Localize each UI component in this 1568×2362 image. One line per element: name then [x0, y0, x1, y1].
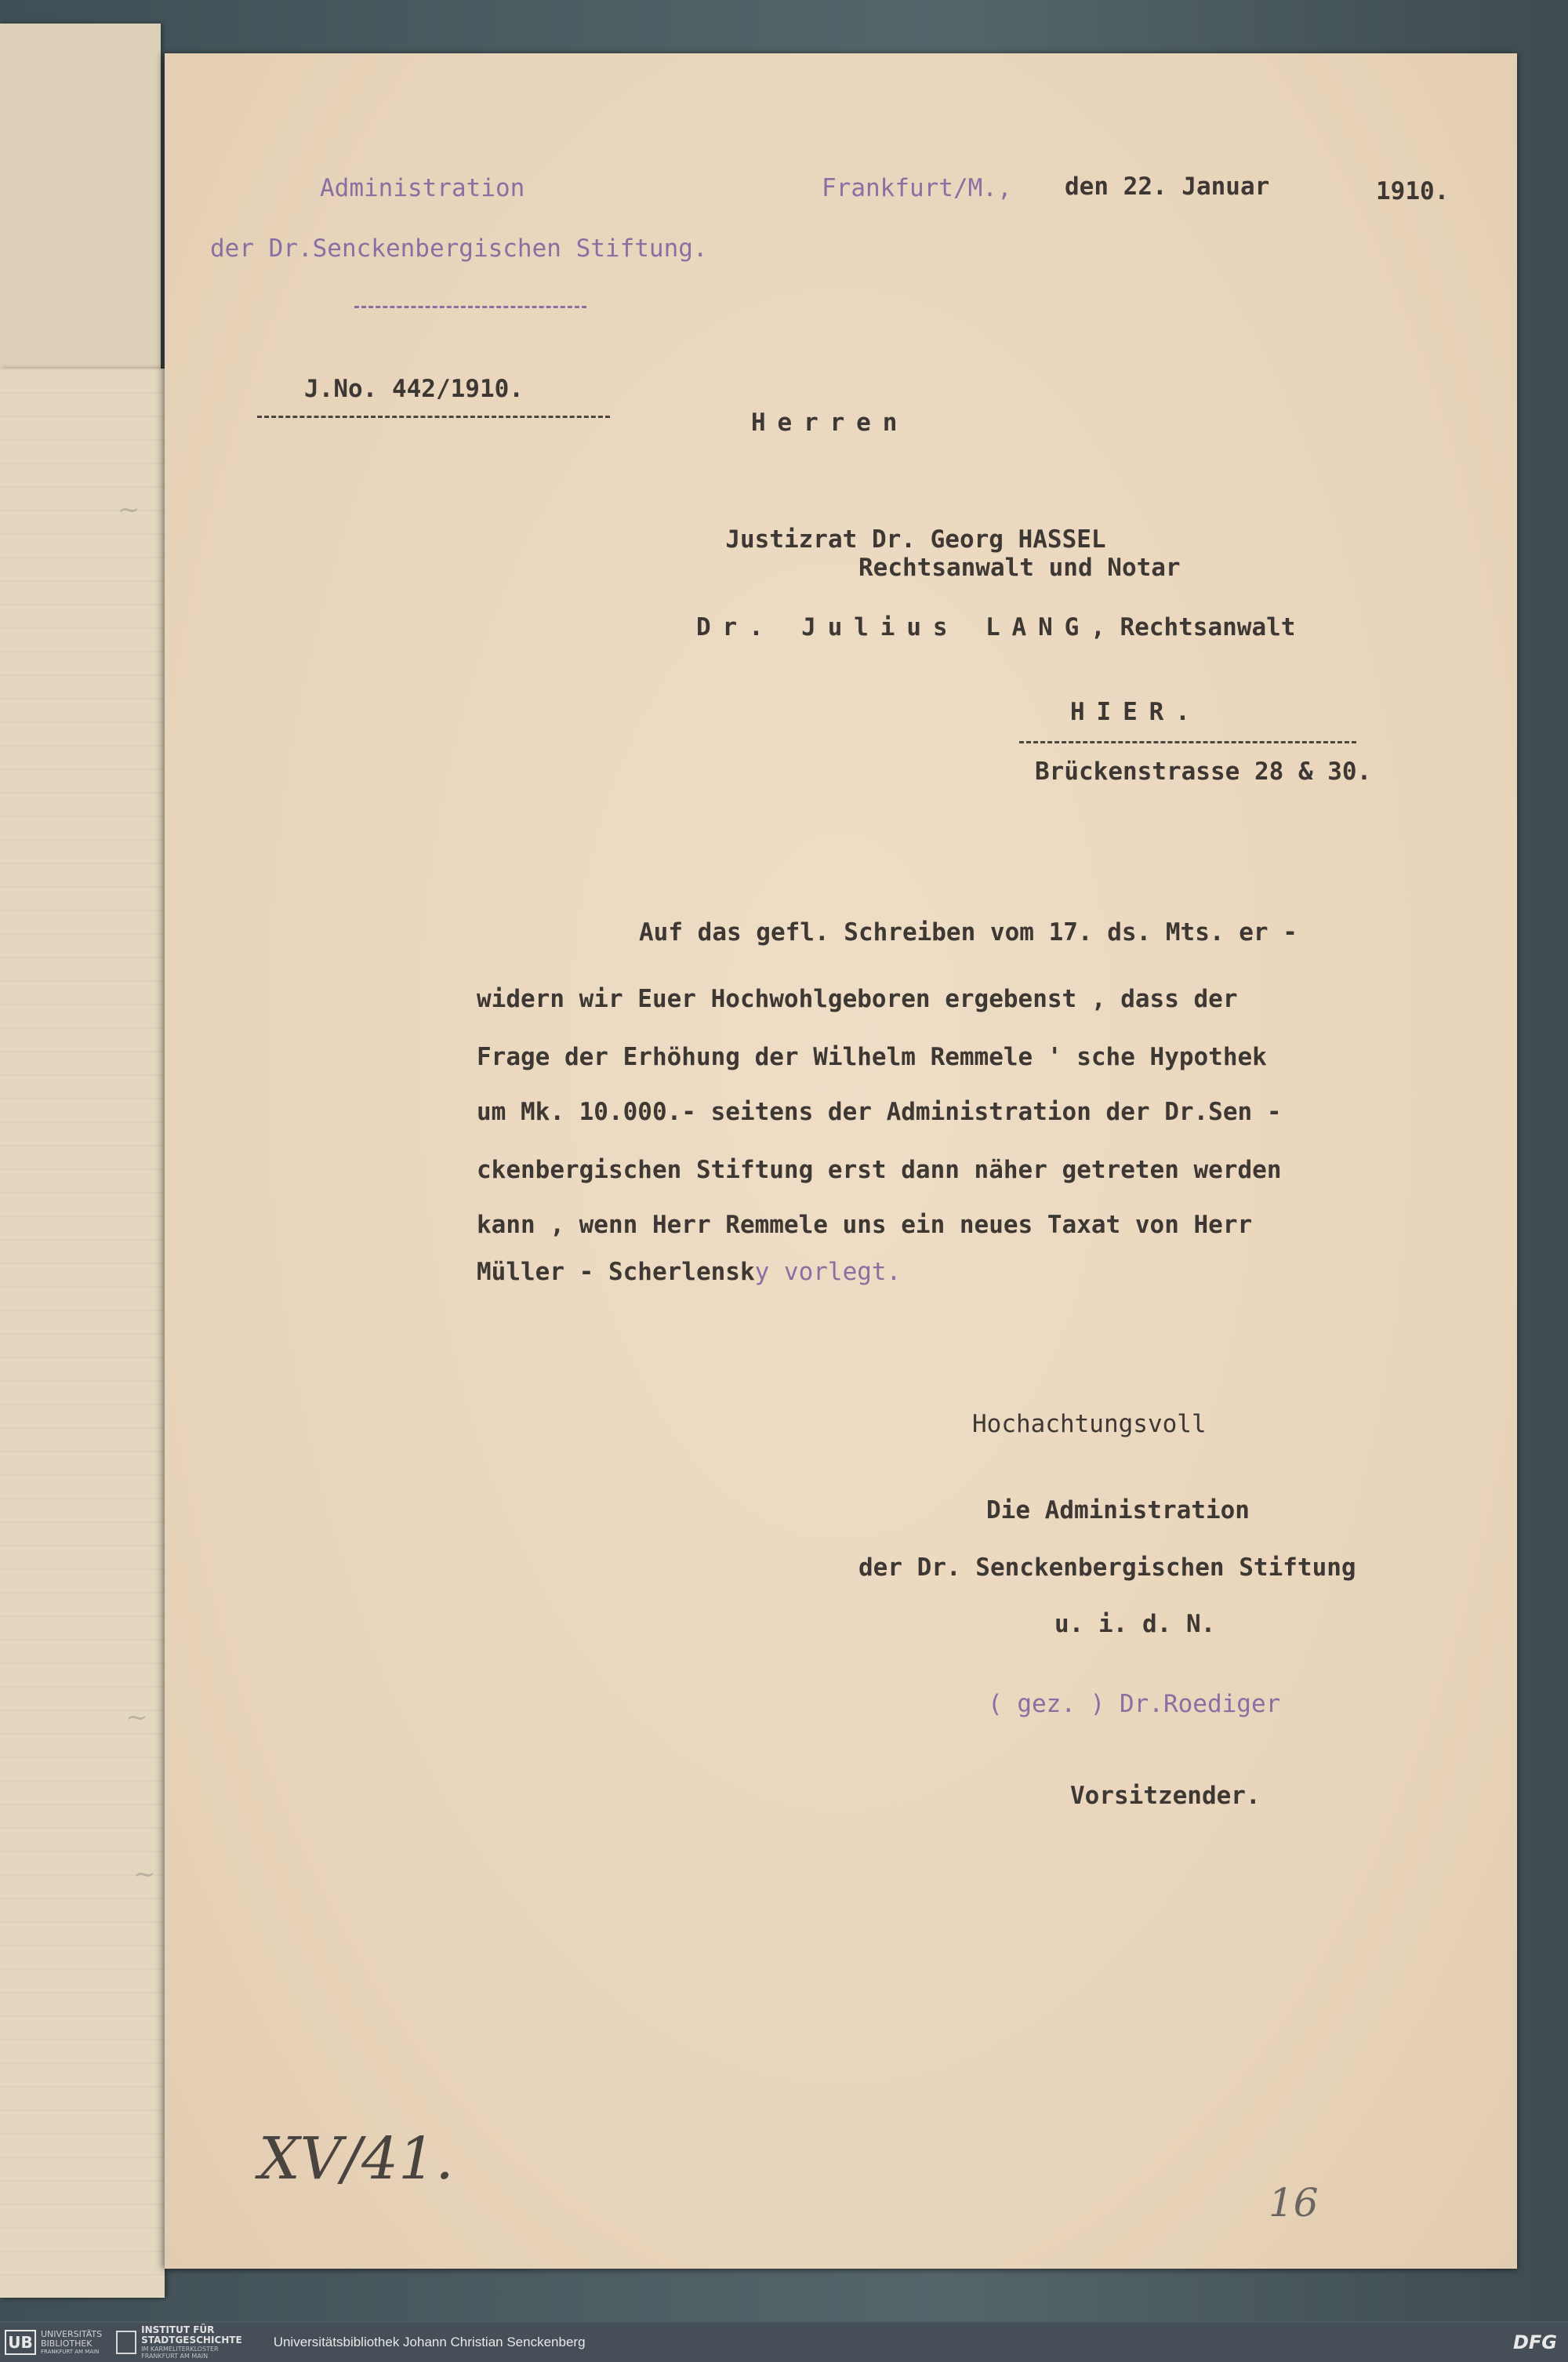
recipient-line-1: [696, 497, 1106, 554]
recipient-address: Brückenstrasse 28 & 30.: [1035, 758, 1372, 786]
letter-year: 1910.: [1376, 177, 1450, 205]
ghost-handwriting: ~: [118, 494, 140, 525]
institute-logo-group: [116, 2325, 242, 2360]
ghost-handwriting: ~: [125, 1702, 148, 1733]
letterhead-line-1: Administration: [320, 174, 525, 202]
ub-logo: UB: [5, 2330, 36, 2355]
closing-greeting: Hochachtungsvoll: [972, 1410, 1207, 1438]
recipient-line-2: Rechtsanwalt und Notar: [858, 554, 1181, 582]
closing-line-3: u. i. d. N.: [1054, 1610, 1216, 1638]
recipient-title-lang: , Rechtsanwalt: [1091, 613, 1296, 641]
body-line-3: Frage der Erhöhung der Wilhelm Remmele ' sche Hypothek: [477, 1043, 1267, 1071]
library-name: Universitätsbibliothek Johann Christian Senckenberg: [273, 2335, 586, 2349]
dfg-logo: DFG: [1512, 2331, 1557, 2353]
ub-line-3: FRANKFURT AM MAIN: [41, 2349, 100, 2355]
journal-number: J.No. 442/1910.: [304, 375, 524, 403]
recipient-name-lang: Dr. Julius LANG: [696, 613, 1091, 641]
inst-line-1: INSTITUT FÜR: [141, 2324, 215, 2335]
inst-line-2: STADTGESCHICHTE: [141, 2335, 242, 2346]
body-line-7: [477, 1258, 901, 1286]
signatory-role: Vorsitzender.: [1070, 1782, 1261, 1810]
letterhead-line-2: der Dr.Senckenbergischen Stiftung.: [210, 234, 708, 263]
ghost-handwriting: ~: [133, 1859, 156, 1890]
salutation: Herren: [751, 409, 909, 437]
inst-line-3: IM KARMELITERKLOSTER: [141, 2346, 219, 2353]
ub-logo-group: [5, 2330, 102, 2355]
ub-logo-text: [41, 2330, 102, 2355]
signature-stamp: ( gez. ) Dr.Roediger: [988, 1690, 1281, 1718]
ub-line-2: BIBLIOTHEK: [41, 2338, 93, 2349]
institute-logo-text: [141, 2325, 242, 2360]
inst-line-4: FRANKFURT AM MAIN: [141, 2353, 209, 2360]
underlying-sheet-lined: [0, 369, 165, 2298]
body-line-2: widern wir Euer Hochwohlgeboren ergebenst , dass der: [477, 985, 1238, 1013]
body-line-4: um Mk. 10.000.- seitens der Administration der Dr.Sen -: [477, 1098, 1282, 1126]
body-line-1: Auf das gefl. Schreiben vom 17. ds. Mts. er -: [639, 918, 1298, 947]
archive-reference-handwritten: XV/41.: [259, 2125, 454, 2193]
body-line-5: ckenbergischen Stiftung erst dann näher getreten werden: [477, 1156, 1282, 1184]
body-line-6: kann , wenn Herr Remmele uns ein neues Taxat von Herr: [477, 1211, 1253, 1239]
journal-number-rule: [257, 416, 610, 418]
recipient-line-3: [696, 613, 1295, 641]
recipient-city: HIER.: [1070, 698, 1202, 726]
closing-line-1: Die Administration: [986, 1496, 1250, 1524]
place-stamp: Frankfurt/M.,: [822, 174, 1012, 202]
body-line-7-typed: Müller - Scherlensk: [477, 1258, 755, 1286]
institute-mark-icon: [116, 2331, 136, 2354]
footer-bar: [0, 2323, 1568, 2362]
ub-line-1: UNIVERSITÄTS: [41, 2329, 103, 2339]
letterhead-rule: [354, 306, 586, 308]
recipient-city-rule: [1019, 741, 1356, 743]
page-number-handwritten: 16: [1269, 2180, 1319, 2226]
letter-date: den 22. Januar: [1065, 173, 1270, 201]
body-line-7-stamped: y vorlegt.: [754, 1258, 902, 1286]
recipient-name-hassel: Justizrat Dr. Georg HASSEL: [725, 525, 1106, 554]
closing-line-2: der Dr. Senckenbergischen Stiftung: [858, 1553, 1356, 1582]
